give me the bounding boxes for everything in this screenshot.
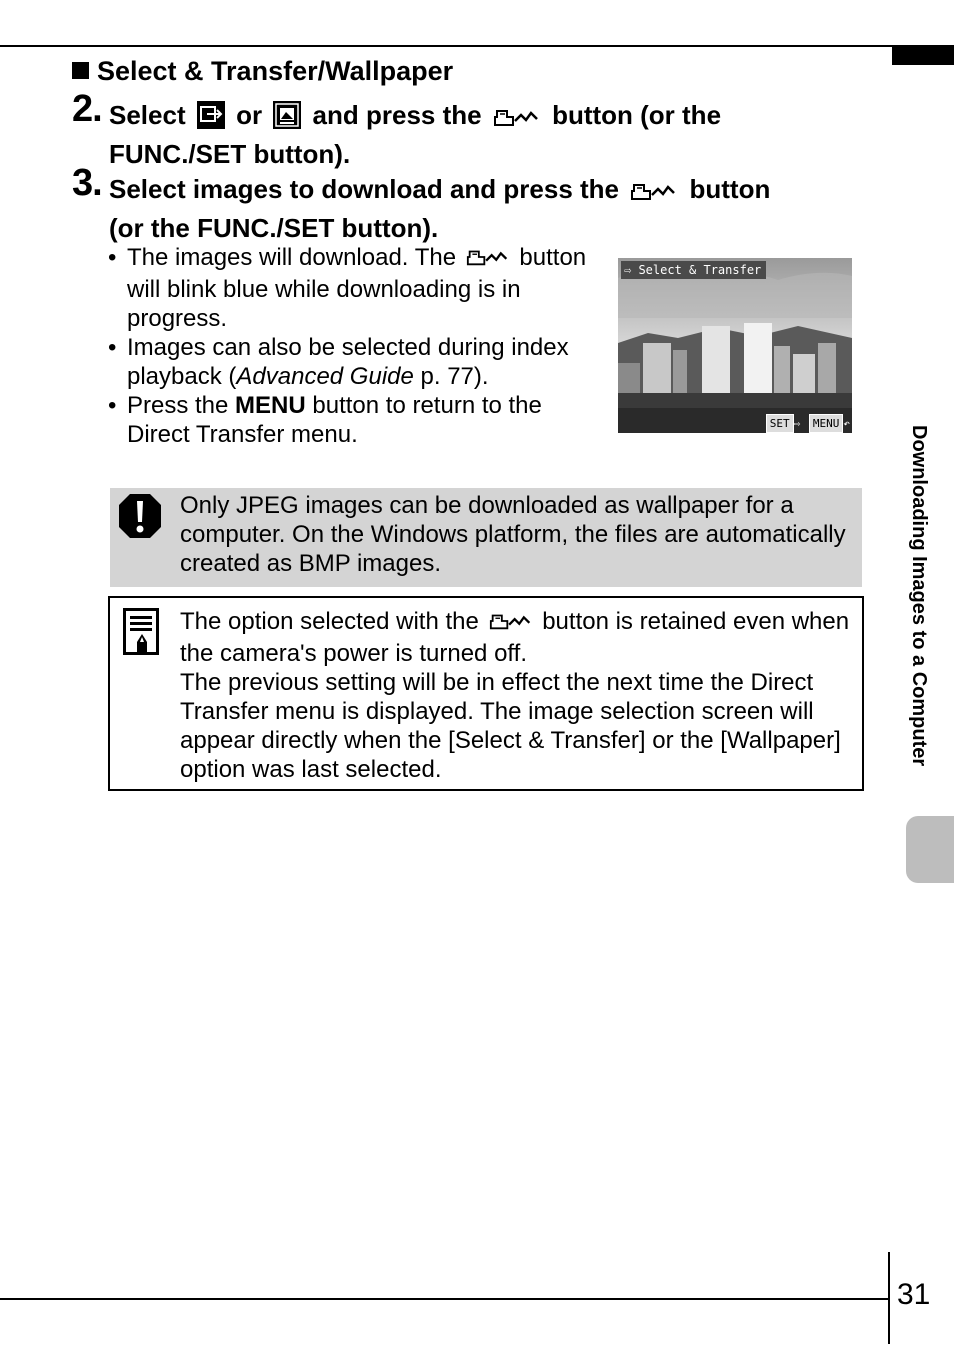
chapter-tab: [906, 816, 954, 883]
list-item: • Press the MENU button to return to the Direct Transfer menu.: [108, 392, 542, 448]
step-3: 3. Select images to download and press the button (or the FUNC./SET button).: [72, 162, 771, 243]
step-number: 3.: [72, 162, 102, 204]
caution-box: [110, 488, 862, 587]
screen-footer: SET ⇨ MENU ↶: [764, 414, 850, 431]
bottom-rule: [0, 1298, 890, 1300]
wallpaper-menu-icon: [273, 101, 301, 137]
top-rule: [0, 45, 892, 47]
transfer-menu-icon: [197, 101, 225, 137]
city-skyline-photo: [618, 258, 852, 433]
step-2: 2. Select or and press the button (or the FUNC./SET button).: [72, 88, 722, 169]
print-share-icon: [488, 610, 534, 639]
screen-title-bar: ⇨ Select & Transfer: [621, 261, 766, 279]
caution-icon: [118, 493, 162, 544]
camera-screen-illustration: [618, 258, 852, 433]
note-icon: [123, 608, 161, 661]
top-corner-block: [892, 45, 954, 65]
side-chapter-label: Downloading Images to a Computer: [908, 425, 930, 767]
caution-text: Only JPEG images can be downloaded as wallpaper for a computer. On the Windows platform, the files are automatically created as BMP images.: [180, 492, 846, 577]
page-number: 31: [897, 1278, 931, 1311]
step-number: 2.: [72, 88, 102, 130]
section-title: Select & Transfer/Wallpaper: [72, 56, 453, 87]
note-box: [108, 596, 864, 791]
bullet-list: [108, 243, 598, 449]
print-share-icon: [630, 177, 678, 211]
list-item: • The images will download. The button will blink blue while downloading is in progress.: [108, 244, 587, 332]
transfer-arrow-icon: ⇨: [793, 417, 801, 430]
page-number-divider: [888, 1252, 890, 1344]
square-bullet-icon: [72, 62, 89, 79]
note-text: The option selected with the button is retained even when the camera's power is turned off. The previous setting will be in effect the next time the Direct Transfer menu is displayed. The image selection screen will appear directly when the [Select & Transfer] or the [Wallpaper] option was last selected.: [180, 608, 850, 783]
print-share-icon: [465, 246, 511, 275]
return-icon: ↶: [843, 417, 850, 430]
print-share-icon: [493, 103, 541, 137]
list-item: • Images can also be selected during index playback (Advanced Guide p. 77).: [108, 334, 569, 390]
